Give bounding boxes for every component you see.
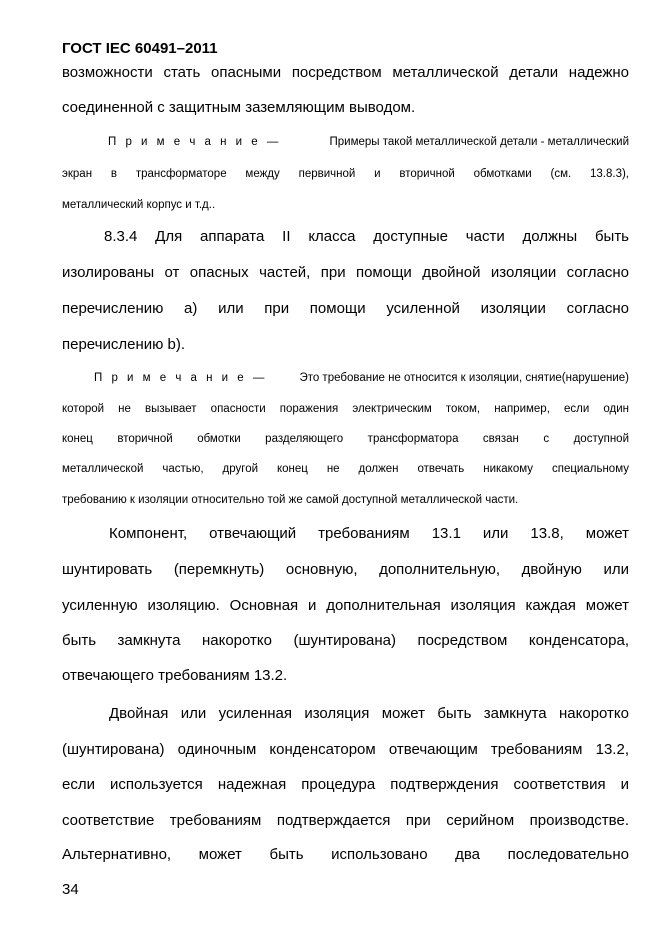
note-line: которой не вызывает опасности поражения электрическим током, например, если один [62, 403, 629, 415]
text-line: перечислению a) или при помощи усиленной изоляции согласно [62, 300, 629, 317]
note-1-line-1 [108, 135, 629, 149]
text-line: перечислению b). [62, 336, 186, 353]
note-label: П р и м е ч а н и е — [108, 136, 282, 148]
note-line: металлической частью, другой конец не должен отвечать никакому специальному [62, 463, 629, 475]
note-line: конец вторичной обмотки разделяющего трансформатора связан с доступной [62, 433, 629, 445]
note-label: П р и м е ч а н и е — [94, 372, 268, 384]
text-line: шунтировать (перемкнуть) основную, дополнительную, двойную или [62, 561, 629, 578]
text-line: возможности стать опасными посредством металлической детали надежно [62, 64, 629, 81]
text-line: быть замкнута накоротко (шунтирована) посредством конденсатора, [62, 632, 629, 649]
note-line: металлический корпус и т.д.. [62, 199, 216, 211]
document-header: ГОСТ IEC 60491–2011 [62, 40, 218, 57]
text-line: соответствие требованиям подтверждается при серийном производстве. [62, 812, 629, 829]
note-2-line-1 [94, 371, 629, 385]
note-line: требованию к изоляции относительно той же самой доступной металлической части. [62, 494, 519, 506]
note-text: Это требование не относится к изоляции, снятие(нарушение) [299, 372, 629, 384]
text-line: Альтернативно, может быть использовано два последовательно [62, 846, 629, 863]
text-line: (шунтирована) одиночным конденсатором отвечающим требованиям 13.2, [62, 741, 629, 758]
text-line: если используется надежная процедура подтверждения соответствия и [62, 776, 629, 793]
note-line: экран в трансформаторе между первичной и вторичной обмотками (см. 13.8.3), [62, 168, 629, 180]
text-line: изолированы от опасных частей, при помощи двойной изоляции согласно [62, 264, 629, 281]
note-text: Примеры такой металлической детали - металлический [329, 136, 629, 148]
page-number: 34 [62, 881, 79, 898]
text-line: усиленную изоляцию. Основная и дополнительная изоляция каждая может [62, 597, 629, 614]
text-line: Компонент, отвечающий требованиям 13.1 или 13.8, может [109, 525, 629, 542]
text-line: соединенной с защитным заземляющим выводом. [62, 99, 416, 116]
text-line: 8.3.4 Для аппарата II класса доступные части должны быть [104, 228, 629, 245]
text-line: Двойная или усиленная изоляция может быть замкнута накоротко [109, 705, 629, 722]
text-line: отвечающего требованиям 13.2. [62, 667, 288, 684]
